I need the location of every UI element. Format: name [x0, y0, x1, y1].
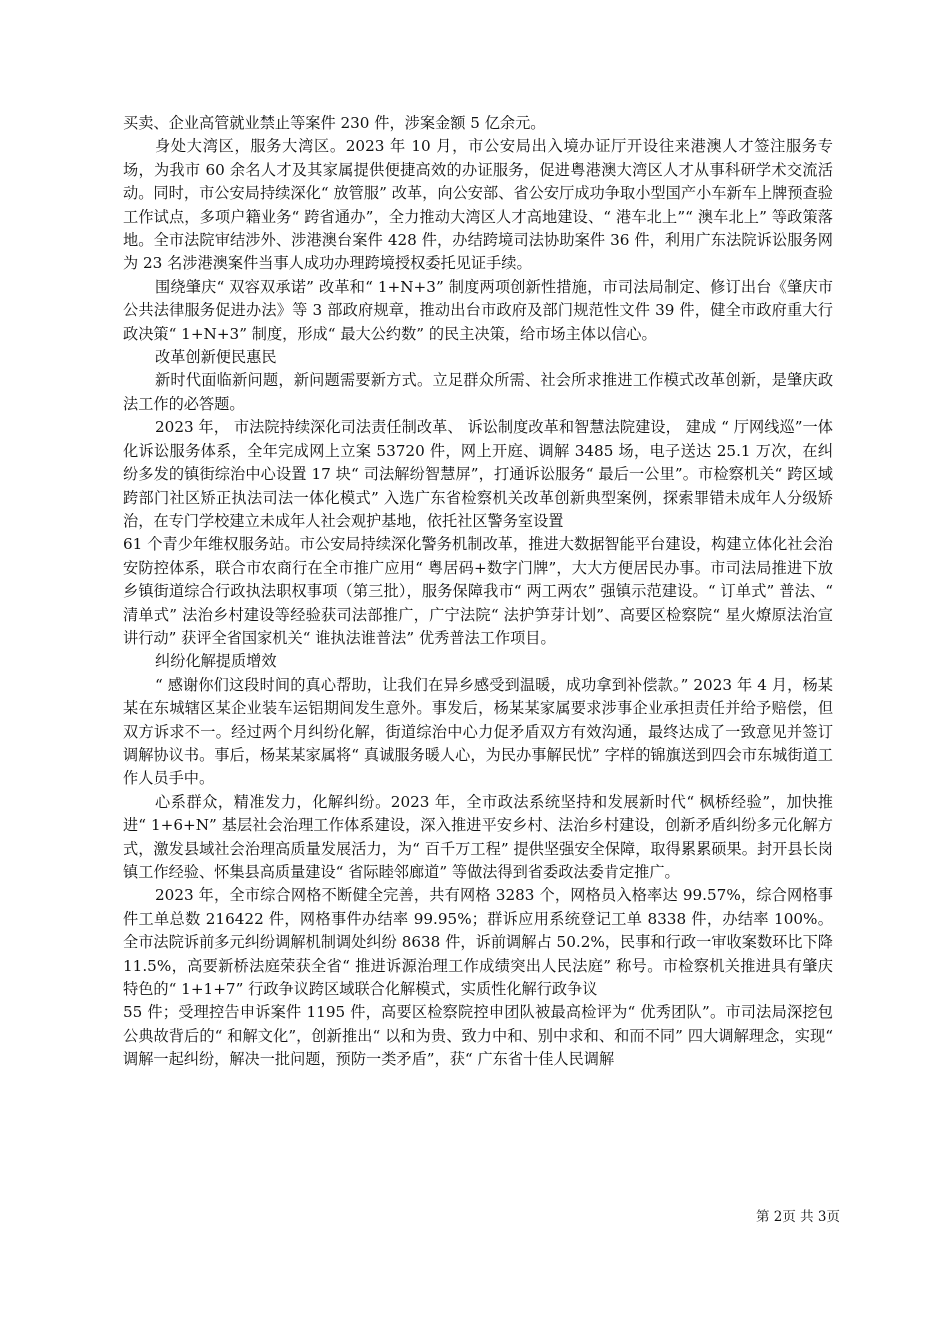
- section-heading-reform: 改革创新便民惠民: [155, 348, 277, 367]
- paragraph-12: 55 件；受理控告申诉案件 1195 件，高要区检察院控申团队被最高检评为“ 优秀团队”。市司法局深挖包公典故背后的“ 和解文化”，创新推出“ 以和为贵、致力中和、别中求和、和而不同” 四大调解理念，实现“ 调解一起纠纷，解决一批问题，预防一类矛盾”，获“ 广东省十佳人民调解: [123, 1003, 833, 1069]
- section-heading-dispute: 纠纷化解提质增效: [155, 652, 277, 671]
- paragraph-3: 围绕肇庆“ 双容双承诺” 改革和“ 1+N+3” 制度两项创新性措施，市司法局制定、修订出台《肇庆市公共法律服务促进办法》等 3 部政府规章，推动出台市政府及部门规范性文件 39 件，健全市政府重大行政决策“ 1+N+3” 制度，形成“ 最大公约数” 的民主决策，给市场主体以信心。: [123, 277, 833, 343]
- paragraph-5: 新时代面临新问题，新问题需要新方式。立足群众所需、社会所求推进工作模式改革创新，是肇庆政法工作的必答题。: [123, 371, 833, 413]
- paragraph-9: “ 感谢你们这段时间的真心帮助，让我们在异乡感受到温暖，成功拿到补偿款。” 2023 年 4 月，杨某某在东城辖区某企业装车运铝期间发生意外。事发后，杨某某家属要求涉事企业承担责任并给予赔偿，但双方诉求不一。经过两个月纠纷化解，街道综治中心力促矛盾双方有效沟通，最终达成了一致意见并签订调解协议书。事后，杨某某家属将“ 真诚服务暖人心，为民办事解民忧” 字样的锦旗送到四会市东城街道工作人员手中。: [123, 675, 833, 788]
- document-body: [123, 112, 833, 1072]
- paragraph-7: 61 个青少年维权服务站。市公安局持续深化警务机制改革，推进大数据智能平台建设，构建立体化社会治安防控体系，联合市农商行在全市推广应用“ 粤居码+数字门牌”，大大方便居民办事。市司法局推进下放乡镇街道综合行政执法职权事项（第三批），服务保障我市“ 两工两农” 强镇示范建设。“ 订单式” 普法、“ 清单式” 法治乡村建设等经验获司法部推广，广宁法院“ 法护笋芽计划”、高要区检察院“ 星火燎原法治宣讲行动” 获评全省国家机关“ 谁执法谁普法” 优秀普法工作项目。: [123, 535, 833, 647]
- paragraph-2: 身处大湾区，服务大湾区。2023 年 10 月，市公安局出入境办证厅开设往来港澳人才签注服务专场，为我市 60 余名人才及其家属提供便捷高效的办证服务，促进粤港澳大湾区人才从事科研学术交流活动。同时，市公安局持续深化“ 放管服” 改革，向公安部、省公安厅成功争取小型国产小车新车上牌预查验工作试点，多项户籍业务“ 跨省通办”，全力推动大湾区人才高地建设、“ 港车北上”“ 澳车北上” 等政策落地。全市法院审结涉外、涉港澳台案件 428 件，办结跨境司法协助案件 36 件，利用广东法院诉讼服务网为 23 名涉港澳案件当事人成功办理跨境授权委托见证手续。: [123, 137, 833, 273]
- page-number-footer: 第 2页 共 3页: [755, 1209, 840, 1225]
- paragraph-1: 买卖、企业高管就业禁止等案件 230 件，涉案金额 5 亿余元。: [123, 114, 546, 132]
- paragraph-10: 心系群众，精准发力，化解纠纷。2023 年，全市政法系统坚持和发展新时代“ 枫桥经验”，加快推进“ 1+6+N” 基层社会治理工作体系建设，深入推进平安乡村、法治乡村建设，创新矛盾纠纷多元化解方式，激发县域社会治理高质量发展活力，为“ 百千万工程” 提供坚强安全保障，取得累累硕果。封开县长岗镇工作经验、怀集县高质量建设“ 省际睦邻廊道” 等做法得到省委政法委肯定推广。: [123, 792, 833, 881]
- paragraph-11: 2023 年，全市综合网格不断健全完善，共有网格 3283 个，网格员入格率达 99.57%，综合网格事件工单总数 216422 件，网格事件办结率 99.95%；群诉应用系统登记工单 8338 件，办结率 100%。全市法院诉前多元纠纷调解机制调处纠纷 8638 件，诉前调解占 50.2%，民事和行政一审收案数环比下降 11.5%，高要新桥法庭荣获全省“ 推进诉源治理工作成绩突出人民法庭” 称号。市检察机关推进具有肇庆特色的“ 1+1+7” 行政争议跨区域联合化解模式，实质性化解行政争议: [123, 886, 833, 999]
- paragraph-6: 2023 年， 市法院持续深化司法责任制改革、 诉讼制度改革和智慧法院建设， 建成 “ 厅网线巡”一体化诉讼服务体系，全年完成网上立案 53720 件，网上开庭、调解 3485 场，电子送达 25.1 万次，在纠纷多发的镇街综治中心设置 17 块“ 司法解纷智慧屏”，打通诉讼服务“ 最后一公里”。市检察机关“ 跨区域跨部门社区矫正执法司法一体化模式” 入选广东省检察机关改革创新典型案例，探索罪错未成年人分级矫治，在专门学校建立未成年人社会观护基地，依托社区警务室设置: [123, 418, 833, 530]
